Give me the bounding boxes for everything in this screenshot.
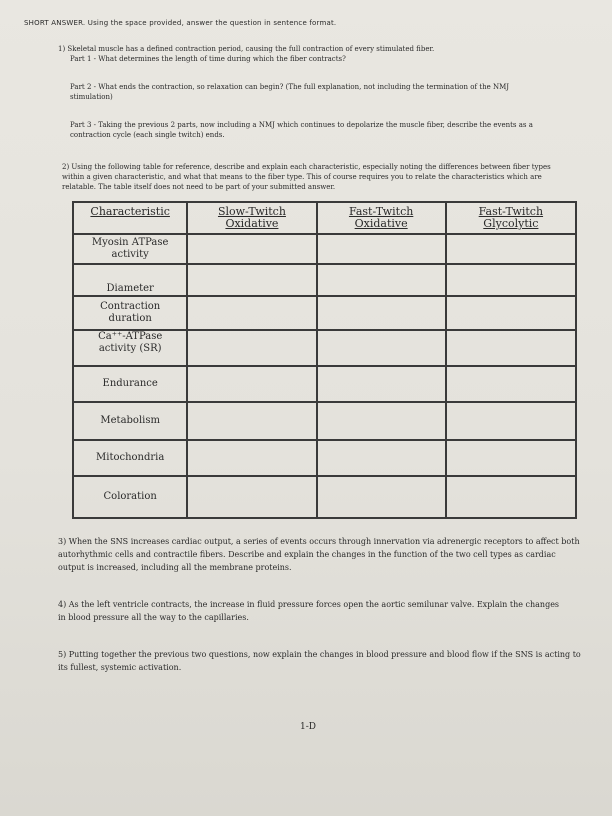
- header-fast-twitch-glycolytic: Fast-Twitch Glycolytic: [446, 202, 576, 234]
- q1-part1: Part 1 - What determines the length of time during which the fiber contracts?: [70, 55, 346, 63]
- q1-intro: 1) Skeletal muscle has a defined contraction period, causing the full contraction of every stimulated fiber.: [58, 45, 435, 53]
- q1-part3: Part 3 - Taking the previous 2 parts, now including a NMJ which continues to depolarize the muscle fiber, describe the events as a contraction cycle (each single twitch) ends.: [70, 121, 533, 139]
- row-label: Mitochondria: [73, 440, 187, 476]
- q3-text: 3) When the SNS increases cardiac output, a series of events occurs through innervation via adrenergic receptors to affect both autorhythmic cells and contractile fibers. Describe and explain the changes in the function of the two cell types as cardiac output is increased, including all the membrane proteins.: [58, 537, 580, 572]
- row-label: Contraction duration: [73, 296, 187, 330]
- table-row: [73, 366, 576, 402]
- q2-text: 2) Using the following table for reference, describe and explain each characteristic, especially noting the differences between fiber types within a given characteristic, and what that means to the fiber type. This of course requires you to relate the characteristics which are relatable. The table itself does not need to be part of your submitted answer.: [62, 163, 551, 191]
- section-heading: SHORT ANSWER. Using the space provided, answer the question in sentence format.: [24, 19, 337, 27]
- row-label: Coloration: [73, 476, 187, 518]
- row-label: Endurance: [73, 366, 187, 402]
- table-row: [73, 402, 576, 440]
- table-row: [73, 234, 576, 264]
- table-row: [73, 330, 576, 366]
- page-number: 1-D: [300, 722, 316, 732]
- header-characteristic: Characteristic: [73, 202, 187, 234]
- row-label: Metabolism: [73, 402, 187, 440]
- header-fast-twitch-oxidative: Fast-Twitch Oxidative: [317, 202, 446, 234]
- table-row: [73, 264, 576, 296]
- table-row: [73, 476, 576, 518]
- header-slow-twitch-oxidative: Slow-Twitch Oxidative: [187, 202, 316, 234]
- table-header-row: [73, 202, 576, 234]
- table-row: [73, 440, 576, 476]
- row-label: Myosin ATPase activity: [73, 234, 187, 264]
- fiber-characteristics-table: [72, 201, 577, 519]
- q5-text: 5) Putting together the previous two questions, now explain the changes in blood pressure and blood flow if the SNS is acting to its fullest, systemic activation.: [58, 650, 581, 672]
- table-row: [73, 296, 576, 330]
- row-label: Diameter: [73, 264, 187, 296]
- q4-text: 4) As the left ventricle contracts, the increase in fluid pressure forces open the aortic semilunar valve. Explain the changes in blood pressure all the way to the capillaries.: [58, 600, 560, 622]
- row-label: Ca⁺⁺-ATPase activity (SR): [73, 330, 187, 366]
- q1-part2: Part 2 - What ends the contraction, so relaxation can begin? (The full explanation, not including the termination of the NMJ stimulation): [70, 83, 510, 101]
